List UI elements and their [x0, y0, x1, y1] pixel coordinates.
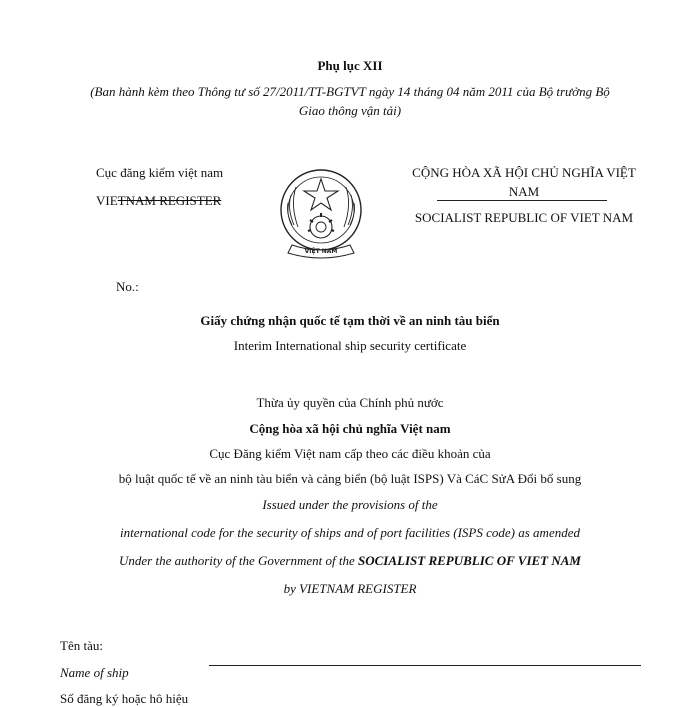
registration-label-vi: Số đăng ký hoặc hô hiệu [60, 691, 189, 706]
issued-provisions-en: Issued under the provisions of the [262, 497, 438, 512]
issuer-line-vi: Cục Đăng kiểm Việt nam cấp theo các điều khoản của [209, 446, 491, 461]
ship-name-label-en: Name of ship [60, 665, 129, 680]
isps-code-line-en: international code for the security of ships and of port facilities (ISPS code) as amended [120, 525, 580, 540]
authority-country-en: SOCIALIST REPUBLIC OF VIET NAM [358, 553, 581, 568]
ship-name-field-line [209, 665, 641, 666]
authority-line-en-prefix: Under the authority of the Government of the [118, 553, 358, 568]
certificate-number-label: No.: [116, 279, 139, 294]
republic-name-vi-line2: NAM [508, 184, 540, 199]
issued-note-line1: (Ban hành kèm theo Thông tư số 27/2011/TT-BGTVT ngày 14 tháng 04 năm 2011 của Bộ trưởng Bộ [90, 84, 610, 99]
national-emblem-icon [278, 165, 364, 265]
code-line-vi: bộ luật quốc tế về an ninh tàu biển và cảng biển (bộ luật ISPS) Và CáC SửA Đổi bổ sung [118, 471, 582, 486]
agency-name-en [96, 193, 221, 209]
certificate-title-en: Interim International ship security certificate [233, 338, 467, 353]
appendix-title: Phụ lục XII [317, 58, 383, 73]
agency-name-en-prefix: VIE [96, 193, 118, 208]
issued-note-line2: Giao thông vận tải) [298, 103, 402, 118]
republic-name-vi [400, 165, 648, 200]
republic-underline [437, 200, 607, 201]
authority-line-vi: Thừa ủy quyền của Chính phủ nước [256, 395, 444, 410]
emblem-label: VIỆT NAM [304, 248, 338, 255]
ship-name-label-vi: Tên tàu: [60, 638, 103, 653]
certificate-title-vi: Giấy chứng nhận quốc tế tạm thời về an ninh tàu biển [200, 313, 500, 328]
authority-line-en [0, 553, 700, 569]
republic-name-vi-line1: CỘNG HÒA XÃ HỘI CHỦ NGHĨA VIỆT [412, 165, 636, 180]
issuer-line-en: by VIETNAM REGISTER [283, 581, 417, 596]
country-name-vi: Cộng hòa xã hội chủ nghĩa Việt nam [249, 421, 451, 436]
republic-name-en: SOCIALIST REPUBLIC OF VIET NAM [414, 210, 634, 225]
agency-name-vi: Cục đăng kiểm việt nam [96, 165, 224, 180]
agency-name-en-struck: TNAM REGISTER [117, 193, 222, 208]
